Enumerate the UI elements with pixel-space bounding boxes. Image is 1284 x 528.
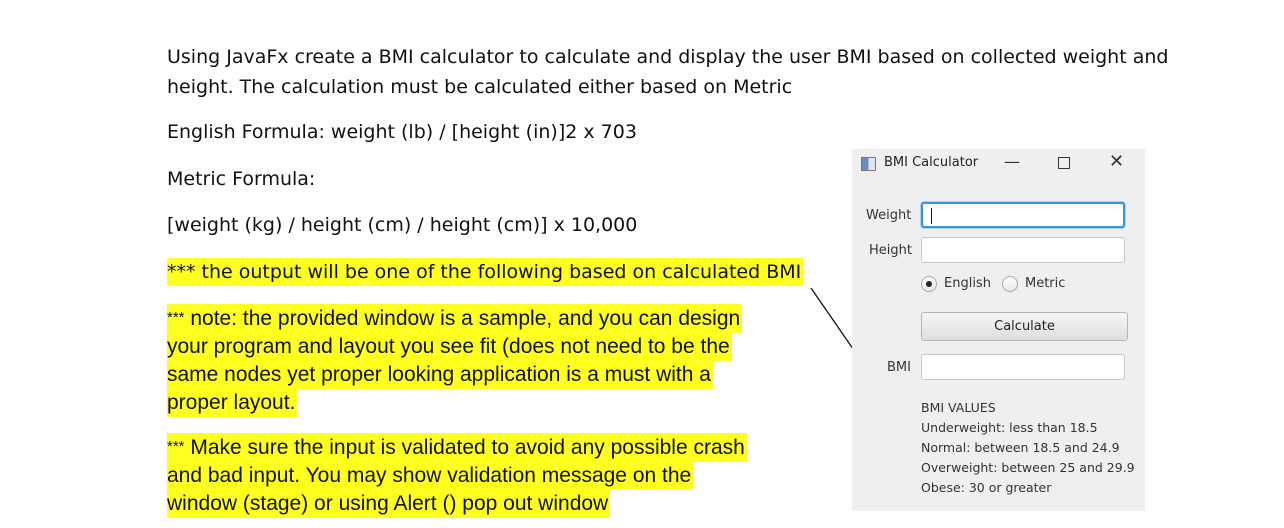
radio-english-label[interactable]: English — [944, 276, 991, 291]
window-titlebar[interactable] — [852, 149, 1145, 181]
close-button[interactable]: ✕ — [1109, 151, 1125, 172]
note-window-line-4: proper layout. — [167, 389, 297, 417]
note-window-line-1: note: the provided window is a sample, and you can design — [190, 307, 741, 330]
intro-line-1: Using JavaFx create a BMI calculator to calculate and display the user BMI based on collected weight and — [167, 46, 1169, 68]
note-validation-line-1: Make sure the input is validated to avoid any possible crash — [190, 436, 745, 459]
note-window-stars: *** — [167, 309, 185, 326]
metric-formula-label: Metric Formula: — [167, 168, 316, 190]
bmi-calculator-window — [852, 149, 1145, 511]
bmi-values-title: BMI VALUES — [921, 400, 996, 415]
metric-formula: [weight (kg) / height (cm) / height (cm)] x 10,000 — [167, 214, 638, 236]
height-label: Height — [869, 243, 912, 258]
note-output-stars: *** — [167, 261, 196, 283]
calculate-button[interactable]: Calculate — [921, 312, 1128, 341]
note-validation-line-3: window (stage) or using Alert () pop out window — [167, 490, 610, 518]
radio-metric[interactable] — [1002, 276, 1018, 292]
weight-input[interactable] — [921, 202, 1125, 228]
radio-metric-label[interactable]: Metric — [1025, 276, 1066, 291]
note-output-text: the output will be one of the following based on calculated BMI — [201, 261, 802, 283]
bmi-output[interactable] — [921, 354, 1125, 380]
english-formula: English Formula: weight (lb) / [height (in)]2 x 703 — [167, 121, 637, 143]
maximize-button[interactable] — [1058, 157, 1070, 169]
app-window-icon — [861, 157, 876, 171]
note-window-line-2: your program and layout you see fit (does not need to be the — [167, 333, 732, 361]
weight-label: Weight — [866, 208, 912, 223]
radio-english[interactable] — [921, 276, 937, 292]
intro-line-2: height. The calculation must be calculated either based on Metric — [167, 76, 793, 98]
window-title: BMI Calculator — [884, 155, 979, 170]
bmi-label: BMI — [887, 360, 911, 375]
text-caret — [931, 208, 932, 224]
bmi-value-normal: Normal: between 18.5 and 24.9 — [921, 440, 1120, 455]
bmi-values-list — [921, 398, 1135, 498]
height-input[interactable] — [921, 237, 1125, 263]
bmi-value-overweight: Overweight: between 25 and 29.9 — [921, 460, 1135, 475]
note-validation-stars: *** — [167, 438, 185, 455]
minimize-button[interactable]: — — [1004, 152, 1020, 171]
bmi-value-underweight: Underweight: less than 18.5 — [921, 420, 1098, 435]
bmi-value-obese: Obese: 30 or greater — [921, 480, 1052, 495]
note-window-line-3: same nodes yet proper looking application is a must with a — [167, 361, 713, 389]
note-validation-line-2: and bad input. You may show validation message on the — [167, 462, 693, 490]
